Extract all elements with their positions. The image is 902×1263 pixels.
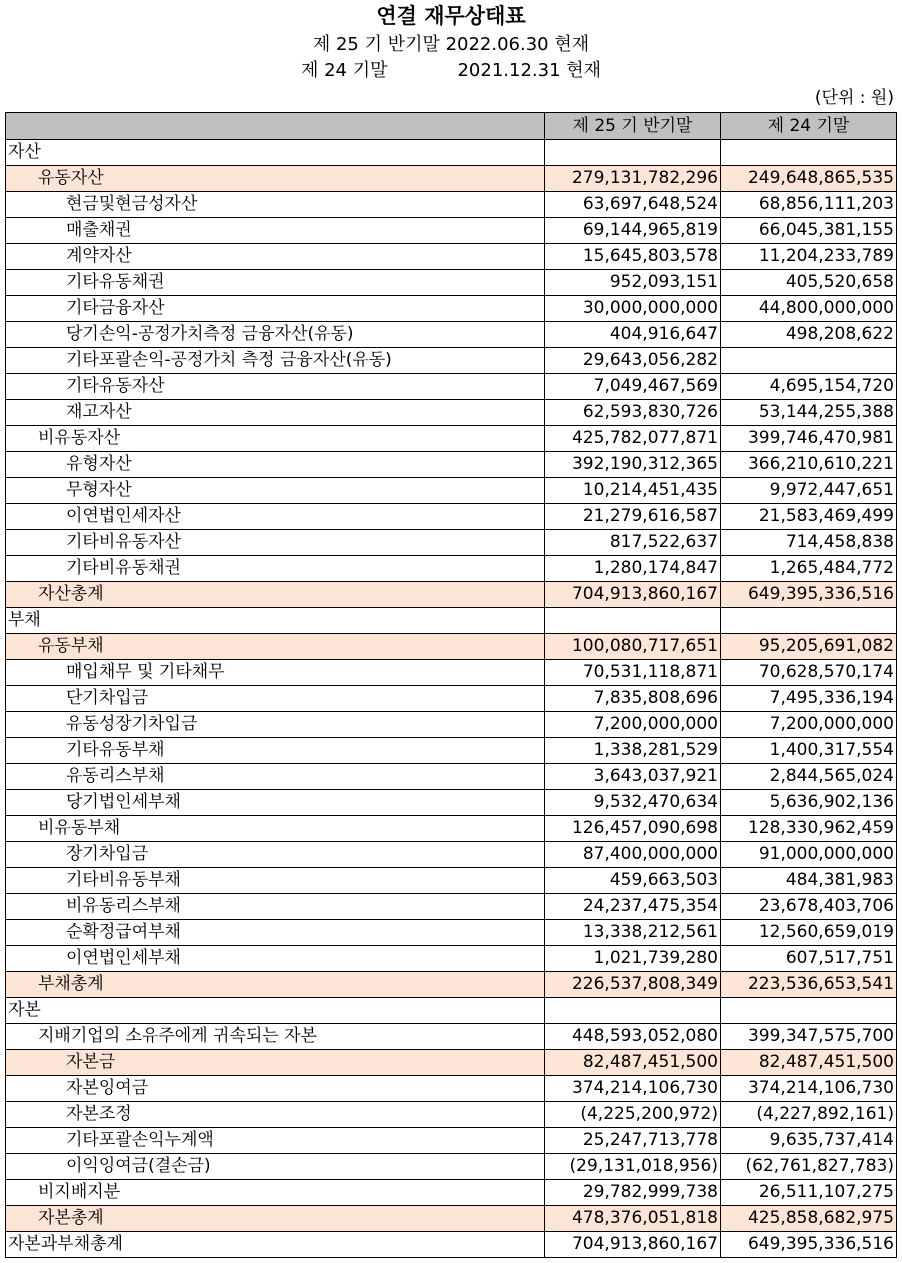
table-row bbox=[6, 1128, 897, 1154]
prior-period-value: 11,204,233,789 bbox=[721, 244, 897, 270]
current-period-value: 704,913,860,167 bbox=[545, 1232, 721, 1258]
table-row bbox=[6, 634, 897, 660]
account-label: 기타비유동채권 bbox=[6, 556, 545, 582]
account-label: 비유동리스부채 bbox=[6, 894, 545, 920]
prior-period-value: 26,511,107,275 bbox=[721, 1180, 897, 1206]
account-label: 지배기업의 소유주에게 귀속되는 자본 bbox=[6, 1024, 545, 1050]
table-row bbox=[6, 244, 897, 270]
account-label: 매입채무 및 기타채무 bbox=[6, 660, 545, 686]
account-label: 비유동자산 bbox=[6, 426, 545, 452]
account-label: 당기손익-공정가치측정 금융자산(유동) bbox=[6, 322, 545, 348]
table-row bbox=[6, 218, 897, 244]
prior-period-value: 2,844,565,024 bbox=[721, 764, 897, 790]
table-row bbox=[6, 1102, 897, 1128]
current-period-value: 87,400,000,000 bbox=[545, 842, 721, 868]
table-row bbox=[6, 400, 897, 426]
account-label: 무형자산 bbox=[6, 478, 545, 504]
current-period-value: 3,643,037,921 bbox=[545, 764, 721, 790]
prior-period-value: 95,205,691,082 bbox=[721, 634, 897, 660]
account-label: 유동자산 bbox=[6, 166, 545, 192]
current-period-value: 448,593,052,080 bbox=[545, 1024, 721, 1050]
account-label: 자산총계 bbox=[6, 582, 545, 608]
account-label: 자본 bbox=[6, 998, 545, 1024]
current-period-value bbox=[545, 998, 721, 1024]
prior-period-value: 91,000,000,000 bbox=[721, 842, 897, 868]
account-label: 부채 bbox=[6, 608, 545, 634]
prior-period-value: 714,458,838 bbox=[721, 530, 897, 556]
table-row bbox=[6, 1154, 897, 1180]
prior-period-value: 12,560,659,019 bbox=[721, 920, 897, 946]
prior-period-value: 366,210,610,221 bbox=[721, 452, 897, 478]
account-label: 자본금 bbox=[6, 1050, 545, 1076]
account-label: 자산 bbox=[6, 140, 545, 166]
current-period-value: 392,190,312,365 bbox=[545, 452, 721, 478]
header-prior-period: 제 24 기말 bbox=[721, 113, 897, 140]
current-period-value: 82,487,451,500 bbox=[545, 1050, 721, 1076]
account-label: 유동성장기차입금 bbox=[6, 712, 545, 738]
current-period-value: 425,782,077,871 bbox=[545, 426, 721, 452]
table-row bbox=[6, 582, 897, 608]
current-period-value: 10,214,451,435 bbox=[545, 478, 721, 504]
table-header-row bbox=[6, 113, 897, 140]
prior-period-value: 399,746,470,981 bbox=[721, 426, 897, 452]
table-row bbox=[6, 738, 897, 764]
account-label: 장기차입금 bbox=[6, 842, 545, 868]
account-label: 부채총계 bbox=[6, 972, 545, 998]
prior-period-value: 23,678,403,706 bbox=[721, 894, 897, 920]
table-row bbox=[6, 478, 897, 504]
account-label: 자본조정 bbox=[6, 1102, 545, 1128]
current-period-value: 62,593,830,726 bbox=[545, 400, 721, 426]
table-row bbox=[6, 296, 897, 322]
document-title: 연결 재무상태표 bbox=[376, 4, 526, 28]
table-row bbox=[6, 920, 897, 946]
table-row bbox=[6, 660, 897, 686]
current-period-value: 63,697,648,524 bbox=[545, 192, 721, 218]
account-label: 유동리스부채 bbox=[6, 764, 545, 790]
table-row bbox=[6, 348, 897, 374]
account-label: 재고자산 bbox=[6, 400, 545, 426]
current-period-value: 13,338,212,561 bbox=[545, 920, 721, 946]
table-row bbox=[6, 946, 897, 972]
account-label: 당기법인세부채 bbox=[6, 790, 545, 816]
table-row bbox=[6, 192, 897, 218]
table-row bbox=[6, 868, 897, 894]
account-label: 자본잉여금 bbox=[6, 1076, 545, 1102]
current-period-value: 7,049,467,569 bbox=[545, 374, 721, 400]
prior-period-value: 128,330,962,459 bbox=[721, 816, 897, 842]
table-row bbox=[6, 608, 897, 634]
account-label: 자본과부채총계 bbox=[6, 1232, 545, 1258]
current-period-value: 952,093,151 bbox=[545, 270, 721, 296]
table-row bbox=[6, 504, 897, 530]
prior-period-value: 4,695,154,720 bbox=[721, 374, 897, 400]
account-label: 기타금융자산 bbox=[6, 296, 545, 322]
account-label: 자본총계 bbox=[6, 1206, 545, 1232]
current-period-value: 817,522,637 bbox=[545, 530, 721, 556]
current-period-value: 21,279,616,587 bbox=[545, 504, 721, 530]
account-label: 기타유동부채 bbox=[6, 738, 545, 764]
prior-period-value: 405,520,658 bbox=[721, 270, 897, 296]
account-label: 유동부채 bbox=[6, 634, 545, 660]
current-period-value: 30,000,000,000 bbox=[545, 296, 721, 322]
account-label: 비유동부채 bbox=[6, 816, 545, 842]
table-row bbox=[6, 998, 897, 1024]
prior-period-value: 1,400,317,554 bbox=[721, 738, 897, 764]
prior-period-value: 399,347,575,700 bbox=[721, 1024, 897, 1050]
current-period-value: 478,376,051,818 bbox=[545, 1206, 721, 1232]
current-period-value: (29,131,018,956) bbox=[545, 1154, 721, 1180]
prior-period-value: 607,517,751 bbox=[721, 946, 897, 972]
prior-period-value bbox=[721, 998, 897, 1024]
current-period-value: 226,537,808,349 bbox=[545, 972, 721, 998]
header-current-period: 제 25 기 반기말 bbox=[545, 113, 721, 140]
current-period-value: 1,280,174,847 bbox=[545, 556, 721, 582]
prior-period-value: 249,648,865,535 bbox=[721, 166, 897, 192]
table-row bbox=[6, 374, 897, 400]
account-label: 매출채권 bbox=[6, 218, 545, 244]
current-period-value: 29,782,999,738 bbox=[545, 1180, 721, 1206]
prior-period-value: 484,381,983 bbox=[721, 868, 897, 894]
account-label: 기타비유동자산 bbox=[6, 530, 545, 556]
current-period-value: 126,457,090,698 bbox=[545, 816, 721, 842]
table-row bbox=[6, 1024, 897, 1050]
account-label: 순확정급여부채 bbox=[6, 920, 545, 946]
current-period-value: 459,663,503 bbox=[545, 868, 721, 894]
prior-period-value: 7,495,336,194 bbox=[721, 686, 897, 712]
current-period-value: 374,214,106,730 bbox=[545, 1076, 721, 1102]
account-label: 비지배지분 bbox=[6, 1180, 545, 1206]
account-label: 이익잉여금(결손금) bbox=[6, 1154, 545, 1180]
prior-period-value: 425,858,682,975 bbox=[721, 1206, 897, 1232]
prior-period-value: 649,395,336,516 bbox=[721, 1232, 897, 1258]
prior-period-value bbox=[721, 608, 897, 634]
prior-period-value: 68,856,111,203 bbox=[721, 192, 897, 218]
prior-period-date: 2021.12.31 현재 bbox=[457, 60, 602, 81]
prior-period-value bbox=[721, 348, 897, 374]
prior-period-value: 66,045,381,155 bbox=[721, 218, 897, 244]
current-period-value: 69,144,965,819 bbox=[545, 218, 721, 244]
table-row bbox=[6, 894, 897, 920]
table-row bbox=[6, 452, 897, 478]
table-body bbox=[6, 140, 897, 1258]
account-label: 단기차입금 bbox=[6, 686, 545, 712]
current-period-value: 9,532,470,634 bbox=[545, 790, 721, 816]
account-label: 계약자산 bbox=[6, 244, 545, 270]
prior-period-label: 제 24 기말 bbox=[300, 60, 388, 81]
table-row bbox=[6, 270, 897, 296]
table-row bbox=[6, 972, 897, 998]
current-period-value: 404,916,647 bbox=[545, 322, 721, 348]
prior-period-value: 9,635,737,414 bbox=[721, 1128, 897, 1154]
current-period-value bbox=[545, 608, 721, 634]
account-label: 현금및현금성자산 bbox=[6, 192, 545, 218]
table-row bbox=[6, 1050, 897, 1076]
prior-period-value: 53,144,255,388 bbox=[721, 400, 897, 426]
account-label: 기타비유동부채 bbox=[6, 868, 545, 894]
account-label: 유형자산 bbox=[6, 452, 545, 478]
table-row bbox=[6, 686, 897, 712]
prior-period-value: 498,208,622 bbox=[721, 322, 897, 348]
table-row bbox=[6, 842, 897, 868]
table-row bbox=[6, 1076, 897, 1102]
current-period-value: 704,913,860,167 bbox=[545, 582, 721, 608]
account-label: 기타포괄손익누계액 bbox=[6, 1128, 545, 1154]
table-row bbox=[6, 1180, 897, 1206]
current-period-value: 1,021,739,280 bbox=[545, 946, 721, 972]
current-period-subtitle: 제 25 기 반기말 2022.06.30 현재 bbox=[312, 34, 590, 55]
prior-period-value: 70,628,570,174 bbox=[721, 660, 897, 686]
prior-period-value: 1,265,484,772 bbox=[721, 556, 897, 582]
header-account bbox=[6, 113, 545, 140]
prior-period-value: 223,536,653,541 bbox=[721, 972, 897, 998]
prior-period-value: 9,972,447,651 bbox=[721, 478, 897, 504]
current-period-value: 15,645,803,578 bbox=[545, 244, 721, 270]
table-row bbox=[6, 1206, 897, 1232]
account-label: 이연법인세부채 bbox=[6, 946, 545, 972]
current-period-value: 24,237,475,354 bbox=[545, 894, 721, 920]
account-label: 기타유동채권 bbox=[6, 270, 545, 296]
current-period-value: 279,131,782,296 bbox=[545, 166, 721, 192]
prior-period-value: 7,200,000,000 bbox=[721, 712, 897, 738]
table-row bbox=[6, 764, 897, 790]
prior-period-value: 82,487,451,500 bbox=[721, 1050, 897, 1076]
table-row bbox=[6, 322, 897, 348]
table-row bbox=[6, 790, 897, 816]
current-period-value: 29,643,056,282 bbox=[545, 348, 721, 374]
prior-period-value: (62,761,827,783) bbox=[721, 1154, 897, 1180]
table-row bbox=[6, 140, 897, 166]
prior-period-value: 21,583,469,499 bbox=[721, 504, 897, 530]
table-row bbox=[6, 556, 897, 582]
prior-period-subtitle bbox=[0, 58, 902, 84]
table-row bbox=[6, 1232, 897, 1258]
account-label: 기타유동자산 bbox=[6, 374, 545, 400]
table-row bbox=[6, 712, 897, 738]
table-row bbox=[6, 530, 897, 556]
unit-label: (단위 : 원) bbox=[814, 88, 894, 108]
account-label: 기타포괄손익-공정가치 측정 금융자산(유동) bbox=[6, 348, 545, 374]
prior-period-value: 44,800,000,000 bbox=[721, 296, 897, 322]
table-row bbox=[6, 166, 897, 192]
prior-period-value: 649,395,336,516 bbox=[721, 582, 897, 608]
current-period-value: 100,080,717,651 bbox=[545, 634, 721, 660]
current-period-value: 7,200,000,000 bbox=[545, 712, 721, 738]
prior-period-value bbox=[721, 140, 897, 166]
prior-period-value: 374,214,106,730 bbox=[721, 1076, 897, 1102]
current-period-value: 1,338,281,529 bbox=[545, 738, 721, 764]
current-period-value: 70,531,118,871 bbox=[545, 660, 721, 686]
table-row bbox=[6, 816, 897, 842]
table-row bbox=[6, 426, 897, 452]
prior-period-value: 5,636,902,136 bbox=[721, 790, 897, 816]
balance-sheet-table bbox=[5, 112, 897, 1258]
prior-period-value: (4,227,892,161) bbox=[721, 1102, 897, 1128]
current-period-value: (4,225,200,972) bbox=[545, 1102, 721, 1128]
current-period-value bbox=[545, 140, 721, 166]
current-period-value: 25,247,713,778 bbox=[545, 1128, 721, 1154]
account-label: 이연법인세자산 bbox=[6, 504, 545, 530]
current-period-value: 7,835,808,696 bbox=[545, 686, 721, 712]
